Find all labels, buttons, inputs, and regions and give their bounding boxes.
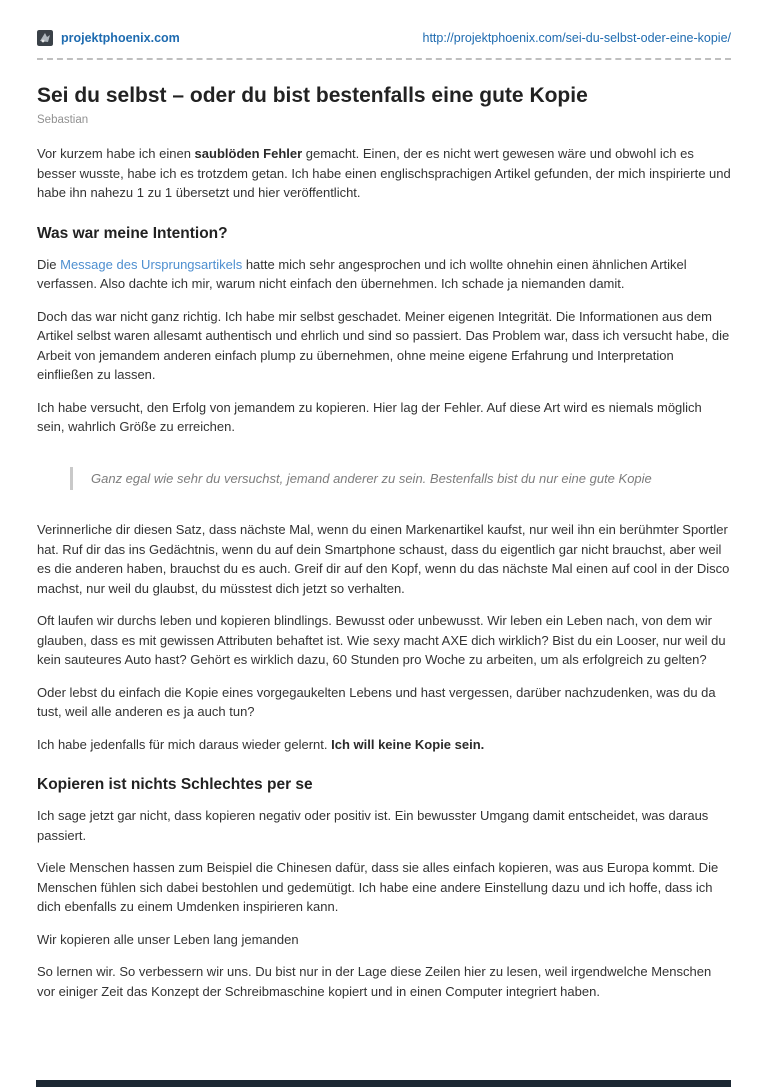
header-divider bbox=[37, 58, 731, 60]
article-title: Sei du selbst – oder du bist bestenfalls eine gute Kopie bbox=[37, 84, 588, 107]
section-heading-intention: Was war meine Intention? bbox=[37, 224, 228, 242]
paragraph: So lernen wir. So verbessern wir uns. Du bist nur in der Lage diese Zeilen hier zu lesen, weil irgendwelche Menschen vor einiger Zeit das Konzept der Schreibmaschine kopiert und in einen Computer integriert haben. bbox=[37, 964, 712, 999]
pull-quote: Ganz egal wie sehr du versuchst, jemand anderer zu sein. Bestenfalls bist du nur eine gute Kopie bbox=[70, 467, 731, 491]
text-segment: gemacht. Einen, der es nicht wert gewesen wäre und obwohl ich es besser wusste, habe ich es trotzdem getan. Ich habe einen englischsprachigen Artikel gefunden, der mich inspirierte und habe ihn nahezu 1 zu 1 übersetzt und hier veröffentlicht. bbox=[37, 146, 731, 200]
text-segment: hatte mich sehr angesprochen und ich wollte ohnehin einen ähnlichen Artikel verfassen. Also dachte ich mir, warum nicht einfach den übernehmen. Ich schade ja niemanden damit. bbox=[37, 256, 687, 291]
article bbox=[37, 84, 731, 1001]
paragraph: Ich habe versucht, den Erfolg von jemandem zu kopieren. Hier lag der Fehler. Auf diese Art wird es niemals möglich sein, wahrlich Größe zu erreichen. bbox=[37, 399, 702, 434]
paragraph: Oft laufen wir durchs leben und kopieren blindlings. Bewusst oder unbewusst. Wir leben ein Leben nach, von dem wir glauben, dass es mit gewissen Attributen behaftet ist. Wie sexy macht AXE dich wirklich? Bist du ein Looser, nur weil du kein sauteures Auto hast? Gehört es wirklich dazu, 60 Stunden pro Woche zu arbeiten, um als erfolgreich zu gelten? bbox=[37, 613, 726, 667]
bold-text-segment: Ich will keine Kopie sein. bbox=[331, 736, 485, 752]
header-site-group bbox=[37, 30, 180, 46]
text-segment: Ich habe jedenfalls für mich daraus wieder gelernt. bbox=[37, 736, 332, 752]
paragraph: Doch das war nicht ganz richtig. Ich habe mir selbst geschadet. Meiner eigenen Integrität. Die Informationen aus dem Artikel selbst waren allesamt authentisch und ehrlich und sind so passiert. Das Problem war, dass ich versucht habe, die Arbeit von jemandem anderen einfach plump zu übernehmen, ohne meine eigene Erfahrung und Interpretation einfließen zu lassen. bbox=[37, 308, 730, 382]
source-url-link[interactable]: http://projektphoenix.com/sei-du-selbst-oder-eine-kopie/ bbox=[422, 31, 731, 45]
paragraph: Oder lebst du einfach die Kopie eines vorgegaukelten Lebens und hast vergessen, darüber nachzudenken, was du da tust, weil alle anderen es ja auch tun? bbox=[37, 684, 716, 719]
paragraph-intro bbox=[37, 144, 731, 203]
source-article-link[interactable]: Message des Ursprungsartikels bbox=[60, 256, 243, 272]
bold-text-segment: saublöden Fehler bbox=[194, 146, 303, 161]
header bbox=[37, 0, 731, 58]
text-segment: Die bbox=[37, 256, 61, 272]
author-byline: Sebastian bbox=[37, 114, 89, 126]
paragraph: Verinnerliche dir diesen Satz, dass nächste Mal, wenn du einen Markenartikel kaufst, nur weil ihn ein berühmter Sportler hat. Ruf dir das ins Gedächtnis, wenn du auf dein Smartphone schaust, dass du eigentlich gar nicht brauchst, aber weil es die anderen haben, brauchst du es auch. Greif dir auf den Kopf, wenn du das nächste Mal einen auf cool in der Disco machst, nur weil du glaubst, du müsstest dich jetzt so verhalten. bbox=[37, 522, 730, 596]
paragraph bbox=[37, 255, 731, 294]
site-name-link[interactable]: projektphoenix.com bbox=[61, 31, 180, 45]
paragraph-conclusion bbox=[37, 735, 731, 755]
paragraph: Wir kopieren alle unser Leben lang jemanden bbox=[37, 931, 299, 947]
site-favicon-icon bbox=[37, 30, 53, 46]
footer-bar bbox=[36, 1080, 731, 1087]
section-heading-kopieren: Kopieren ist nichts Schlechtes per se bbox=[37, 776, 313, 793]
text-segment: Vor kurzem habe ich einen bbox=[37, 146, 195, 161]
paragraph: Ich sage jetzt gar nicht, dass kopieren negativ oder positiv ist. Ein bewusster Umgang damit entscheidet, was daraus passiert. bbox=[37, 808, 709, 843]
paragraph: Viele Menschen hassen zum Beispiel die Chinesen dafür, dass sie alles einfach kopieren, was aus Europa kommt. Die Menschen fühlen sich dabei bestohlen und gedemütigt. Ich habe eine andere Einstellung dazu und ich hoffe, dass ich dich ebenfalls zu einem Umdenken inspirieren kann. bbox=[37, 860, 719, 914]
